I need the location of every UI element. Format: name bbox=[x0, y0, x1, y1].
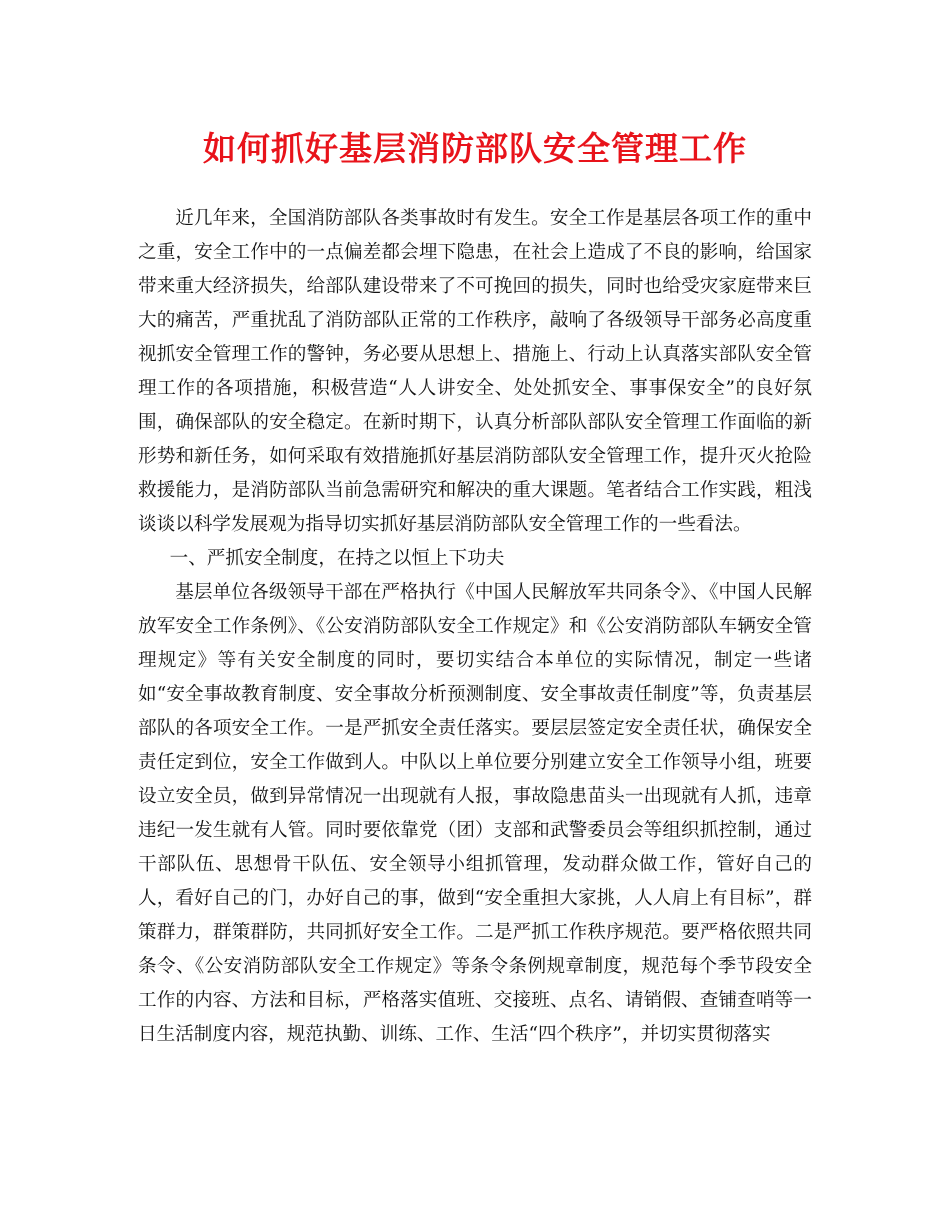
section-heading-1: 一、严抓安全制度，在持之以恒上下功夫 bbox=[169, 548, 505, 569]
document-body bbox=[138, 202, 812, 1052]
paragraph-section-1: 基层单位各级领导干部在严格执行《中国人民解放军共同条令》、《中国人民解放军安全工作条例》、《公安消防部队安全工作规定》和《公安消防部队车辆安全管理规定》等有关安全制度的同时，要切实结合本单位的实际情况，制定一些诸如“安全事故教育制度、安全事故分析预测制度、安全事故责任制度”等，负责基层部队的各项安全工作。一是严抓安全责任落实。要层层签定安全责任状，确保安全责任定到位，安全工作做到人。中队以上单位要分别建立安全工作领导小组，班要设立安全员，做到异常情况一出现就有人报，事故隐患苗头一出现就有人抓，违章违纪一发生就有人管。同时要依靠党（团）支部和武警委员会等组织抓控制，通过干部队伍、思想骨干队伍、安全领导小组抓管理，发动群众做工作，管好自己的人，看好自己的门，办好自己的事，做到“安全重担大家挑，人人肩上有目标”，群策群力，群策群防，共同抓好安全工作。二是严抓工作秩序规范。要严格依照共同条令、《公安消防部队安全工作规定》等条令条例规章制度，规范每个季节段安全工作的内容、方法和目标，严格落实值班、交接班、点名、请销假、查铺查哨等一日生活制度内容，规范执勤、训练、工作、生活“四个秩序”，并切实贯彻落实 bbox=[138, 582, 812, 1045]
document-title: 如何抓好基层消防部队安全管理工作 bbox=[203, 129, 747, 168]
paragraph-intro: 近几年来，全国消防部队各类事故时有发生。安全工作是基层各项工作的重中之重，安全工作中的一点偏差都会埋下隐患，在社会上造成了不良的影响，给国家带来重大经济损失，给部队建设带来了不可挽回的损失，同时也给受灾家庭带来巨大的痛苦，严重扰乱了消防部队正常的工作秩序，敲响了各级领导干部务必高度重视抓安全管理工作的警钟，务必要从思想上、措施上、行动上认真落实部队安全管理工作的各项措施，积极营造“人人讲安全、处处抓安全、事事保安全”的良好氛围，确保部队的安全稳定。在新时期下，认真分析部队部队安全管理工作面临的新形势和新任务，如何采取有效措施抓好基层消防部队安全管理工作，提升灭火抢险救援能力，是消防部队当前急需研究和解决的重大课题。笔者结合工作实践，粗浅谈谈以科学发展观为指导切实抓好基层消防部队安全管理工作的一些看法。 bbox=[138, 208, 812, 535]
